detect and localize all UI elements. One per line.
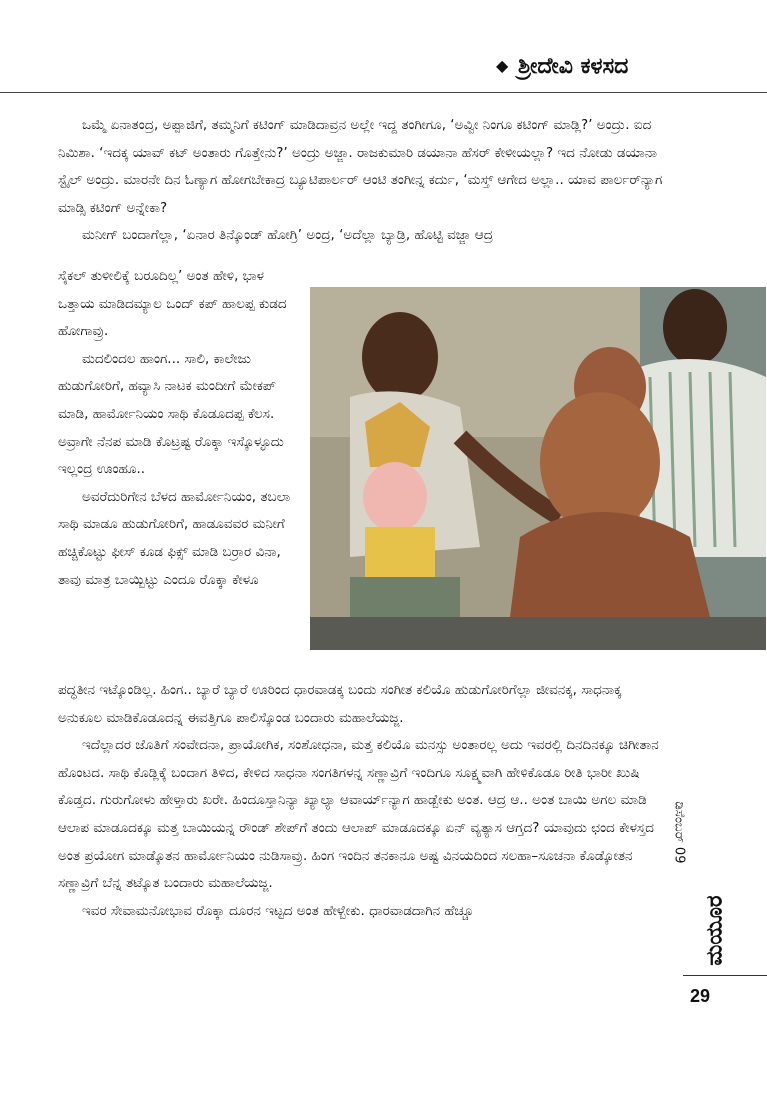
issue-date-text: ಡಿಸೆಂಬರ್ 09 bbox=[671, 801, 687, 864]
paragraph: ಇದೆಲ್ಲಾದರ ಜೊತಿಗೆ ಸಂವೇದನಾ, ಪ್ರಾಯೋಗಿಕ, ಸಂಶೋಧನಾ, ಮತ್ತ ಕಲಿಯೊ ಮನಸ್ಸು ಅಂತಾರಲ್ಲ ಅದು ಇವರಲ್ಲಿ ದಿನದಿನಕ್ಕೂ ಚಿಗೀತಾನ ಹೊಂಟದ. ಸಾಥಿ ಕೊಡ್ಲಿಕ್ಕೆ ಬಂದಾಗ ತಿಳಿದ, ಕೇಳಿದ ಸಾಧನಾ ಸಂಗತಿಗಳನ್ನ ಸಣ್ಣಾವ್ರಿಗೆ ಇಂದಿಗೂ ಸೂಕ್ಷ್ಮವಾಗಿ ಹೇಳಿಕೊಡೂ ರೀತಿ ಭಾರೀ ಖುಷಿ ಕೊಡ್ತದ. ಗುರುಗೋಳು ಹೇಳ್ತಾರು ಖರೇ. ಹಿಂದೂಸ್ತಾನಿನ್ಯಾ ಖ್ಯಾಲ್ಯಾ ಆವಾರ್ಯ್‌ನ್ಯಾಗ ಹಾಡ್ಬೇಕು ಅಂತ. ಆದ್ರ ಆ.. ಅಂತ ಬಾಯಿ ಅಗಲ ಮಾಡಿ ಆಲಾಪ ಮಾಡೂದಕ್ಕೂ ಮತ್ತ ಬಾಯಿಯನ್ನ ರೌಂಡ್ ಶೇಪ್‌ಗೆ ತಂದು ಆಲಾಪ್ ಮಾಡೂದಕ್ಕೂ ಏನ್ ವ್ಯತ್ಯಾಸ ಆಗ್ತದ? ಯಾವುದು ಛಂದ ಕೇಳಸ್ತದ ಅಂತ ಪ್ರಯೋಗ ಮಾಡ್ಕೊತನ ಹಾರ್ಮೋನಿಯಂ ನುಡಿಸಾವ್ರು. ಹಿಂಗ ಇಂದಿನ ತನಕಾನೂ ಅಷ್ಟ ವಿನಯದಿಂದ ಸಲಹಾ–ಸೂಚನಾ ಕೊಡ್ಕೋತನ ಸಣ್ಣಾವ್ರಿಗೆ ಬೆನ್ನ ತಟ್ಕೊತ ಬಂದಾರು ಮಹಾಲೆಯಜ್ಜ. bbox=[58, 737, 659, 892]
paragraph: ಇವರ ಸೇವಾಮನೋಭಾವ ರೊಕ್ಕಾ ದೂರನ ಇಟ್ಟದ ಅಂತ ಹೇಳ್ಬೇಕು. ಧಾರವಾಡದಾಗಿನ ಹೆಚ್ಚೂ bbox=[82, 902, 474, 919]
paragraph: ಮನೀಗ್ ಬಂದಾಗೆಲ್ಲಾ, ‘ಏನಾರ ತಿನ್ಕೊಂಡ್ ಹೋಗ್ರಿ’ ಅಂದ್ರ, ‘ಅದೆಲ್ಲಾ ಬ್ಯಾಡ್ರಿ, ಹೊಟ್ಟಿ ವಜ್ಜಾ ಆದ್ರ bbox=[82, 227, 494, 244]
author-name: ಶ್ರೀದೇವಿ ಕಳಸದ bbox=[517, 54, 629, 79]
footer-divider bbox=[683, 975, 767, 976]
paragraph: ಮದಲಿಂದಲ ಹಾಂಗ... ಸಾಲಿ, ಕಾಲೇಜು ಹುಡುಗೋರಿಗೆ, ಹವ್ಯಾಸಿ ನಾಟಕ ಮಂದೀಗೆ ಮೇಕಪ್ ಮಾಡಿ, ಹಾರ್ಮೋನಿಯಂ ಸಾಥಿ ಕೊಡೂದಪ್ಪ ಕೆಲಸ. ಅವ್ರಾಗೇ ನೆನಪ ಮಾಡಿ ಕೊಟ್ರಷ್ಟ ರೊಕ್ಕಾ ಇಸ್ಕೊಳ್ಳೂದು ಇಲ್ಲಂದ್ರ ಊಂಹೂ.. bbox=[58, 350, 284, 478]
issue-date bbox=[671, 780, 718, 890]
header-divider bbox=[0, 92, 767, 93]
paragraph: ಪದ್ಧತೀನ ಇಟ್ಕೊಂಡಿಲ್ಲ. ಹಿಂಗ.. ಬ್ಯಾರೆ ಬ್ಯಾರೆ ಊರಿಂದ ಧಾರವಾಡಕ್ಕ ಬಂದು ಸಂಗೀತ ಕಲಿಯೊ ಹುಡುಗೋರಿಗೆಲ್ಲಾ ಜೀವನಕ್ಕ, ಸಾಧನಾಕ್ಕ ಅನುಕೂಲ ಮಾಡಿಕೊಡೂದನ್ನ ಈವತ್ತಿಗೂ ಪಾಲಿಸ್ಕೊಂಡ ಬಂದಾರು ಮಹಾಲೆಯಜ್ಜ. bbox=[58, 682, 622, 726]
author-byline bbox=[496, 54, 628, 79]
paragraph: ಸೈಕಲ್ ತುಳೀಲಿಕ್ಕೆ ಬರೂದಿಲ್ಲ’ ಅಂತ ಹೇಳಿ, ಭಾಳ ಒತ್ತಾಯ ಮಾಡಿದಮ್ಯಾಲ ಒಂದ್ ಕಪ್ ಹಾಲಪ್ಪ ಕುಡದ ಹೋಗಾವ್ರು. bbox=[58, 268, 287, 340]
paragraph: ಅವರೆದುರಿಗೇನ ಬೆಳದ ಹಾರ್ಮೋನಿಯಂ, ತಬಲಾ ಸಾಥಿ ಮಾಡೂ ಹುಡುಗೋರಿಗೆ, ಹಾಡೂವವರ ಮನೀಗೆ ಹಚ್ಚಿಕೊಟ್ಟು ಫೀಸ್ ಕೂಡ ಫಿಕ್ಸ್ ಮಾಡಿ ಬರ್ರಾರ ವಿನಾ, ತಾವು ಮಾತ್ರ ಬಾಯ್ಬಿಟ್ಟು ಎಂದೂ ರೊಕ್ಕಾ ಕೇಳೂ bbox=[58, 488, 291, 588]
page-number: 29 bbox=[690, 986, 711, 1006]
paragraph: ಒಮ್ಮೆ ಏನಾತಂದ್ರ, ಅಪ್ಪಾಜಿಗೆ, ತಮ್ಮನಿಗೆ ಕಟಿಂಗ್ ಮಾಡಿದಾವ್ರನ ಅಲ್ಲೇ ಇದ್ದ ತಂಗೀಗೂ, ‘ಅವ್ವೀ ನಿಂಗೂ ಕಟಿಂಗ್ ಮಾಡ್ಲಿ?’ ಅಂದ್ರು. ಐದ ನಿಮಿಶಾ. ‘ಇದಕ್ಕ ಯಾವ್ ಕಟ್ ಅಂತಾರು ಗೊತ್ತೇನು?’ ಅಂದ್ರು ಅಜ್ಜಾ. ರಾಜಕುಮಾರಿ ಡಯಾನಾ ಹೆಸರ್ ಕೇಳೀಯಲ್ಲಾ? ಇದ ನೋಡು ಡಯಾನಾ ಸ್ಟೈಲ್ ಅಂದ್ರು. ಮಾರನೇ ದಿನ ಓಣ್ಯಾಗ ಹೋಗಬೇಕಾದ್ರ ಬ್ಯೂಟಿಪಾರ್ಲರ್ ಆಂಟಿ ತಂಗೀನ್ನ ಕರ್ದು, ‘ಮಸ್ತ್ ಆಗೇದ ಅಲ್ಲಾ.. ಯಾವ ಪಾರ್ಲರ್‌ನ್ಯಾಗ ಮಾಡ್ಸಿ ಕಟಿಂಗ್ ಅನ್ನೇಕಾ? bbox=[58, 117, 663, 216]
ganesha-idol-photo-icon bbox=[310, 287, 766, 650]
magazine-name bbox=[690, 893, 750, 973]
article-wrap-column bbox=[58, 263, 302, 594]
diamond-icon: ◆ bbox=[496, 56, 509, 75]
article-bottom bbox=[58, 677, 664, 925]
magazine-name-text: ಮಯೂರ bbox=[702, 895, 728, 966]
article-photo bbox=[310, 287, 766, 650]
article-top bbox=[58, 112, 664, 250]
